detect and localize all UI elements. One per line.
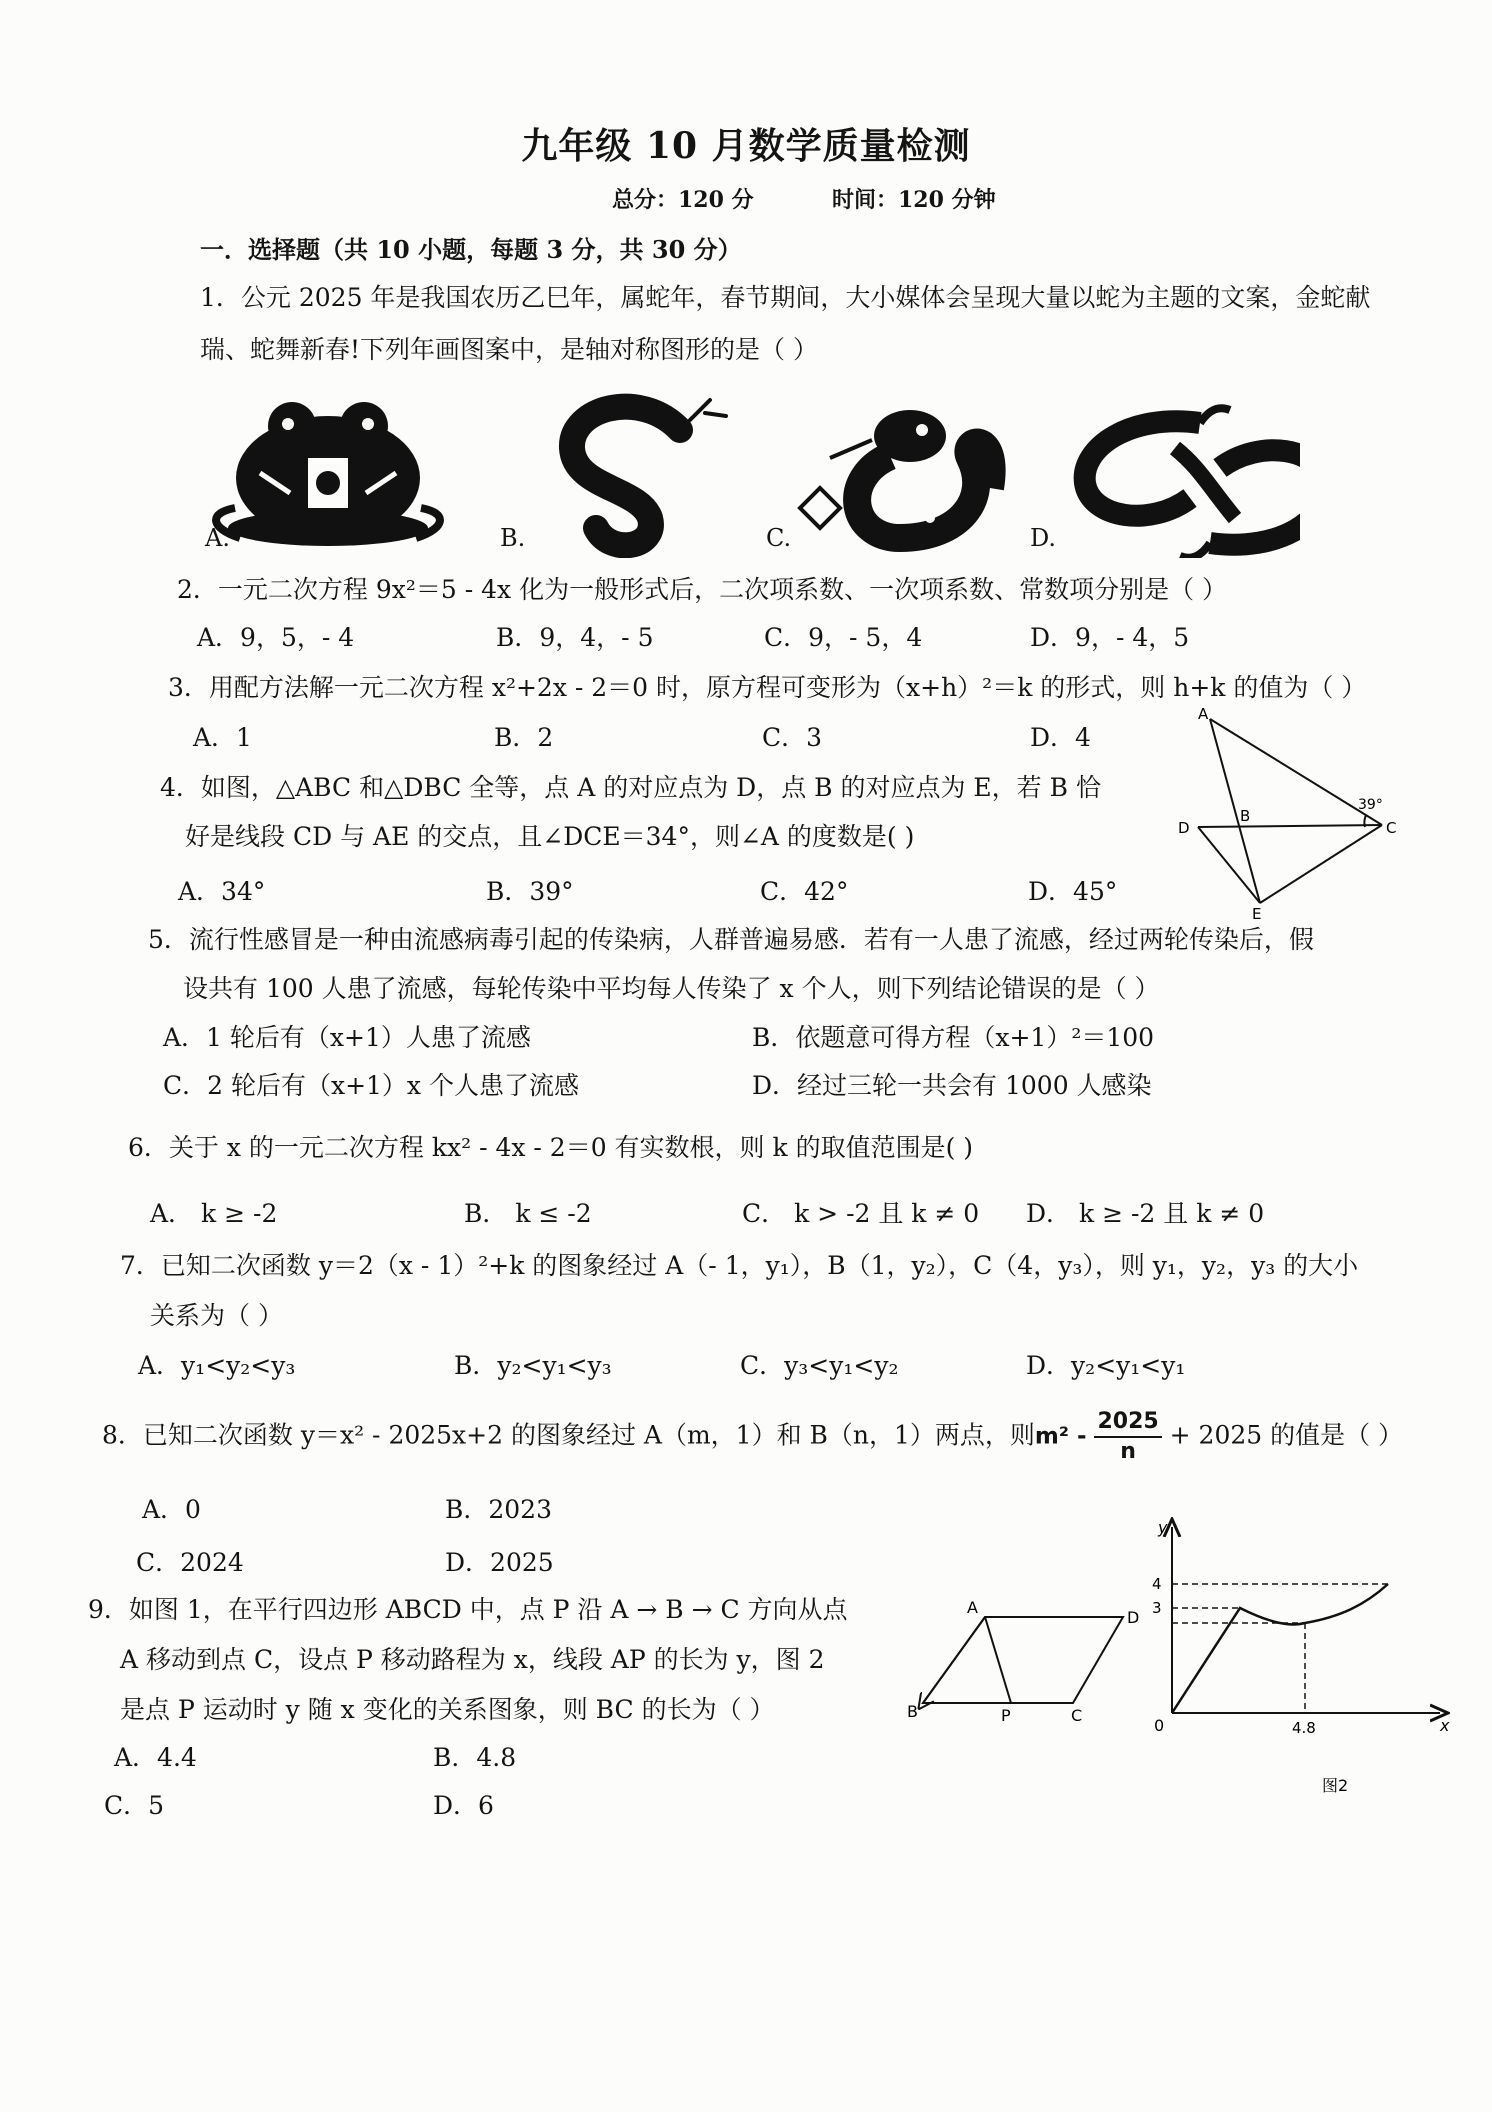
q7-option-c: C．y₃<y₁<y₂ xyxy=(740,1351,899,1380)
fig9-label-a: A xyxy=(967,1598,978,1617)
q3-option-b: B．2 xyxy=(494,723,554,752)
q1-label-d: D. xyxy=(1030,524,1057,552)
q8-option-c: C．2024 xyxy=(136,1548,244,1577)
page-title: 九年级 10 月数学质量检测 xyxy=(521,125,971,167)
q8-m-squared: m² - xyxy=(1034,1423,1087,1450)
q1-line1: 1．公元 2025 年是我国农历乙巳年，属蛇年，春节期间，大小媒体会呈现大量以蛇为主题的文案，金蛇献 xyxy=(200,283,1371,312)
q8-stem-a: 8．已知二次函数 y＝x² - 2025x+2 的图象经过 A（m，1）和 B（n，1）两点，则 xyxy=(102,1420,1035,1450)
q6-option-d: D． k ≥ -2 且 k ≠ 0 xyxy=(1026,1199,1265,1228)
q4-line1: 4．如图，△ABC 和△DBC 全等，点 A 的对应点为 D，点 B 的对应点为 E，若 B 恰 xyxy=(160,773,1101,802)
segment-ap xyxy=(985,1617,1011,1703)
q5-line2: 设共有 100 人患了流感，每轮传染中平均每人传染了 x 个人，则下列结论错误的是（ ） xyxy=(183,974,1160,1003)
q3-option-a: A．1 xyxy=(193,723,252,752)
fig4-label-d: D xyxy=(1178,819,1190,837)
q8-option-b: B．2023 xyxy=(445,1495,552,1524)
fig2-tick-3: 3 xyxy=(1152,1599,1162,1617)
q4-triangle-figure xyxy=(1170,705,1400,920)
q3-option-c: C．3 xyxy=(762,723,823,752)
q2-option-a: A．9，5，- 4 xyxy=(197,623,355,652)
q3-option-d: D．4 xyxy=(1030,723,1091,752)
q6-option-c: C． k > -2 且 k ≠ 0 xyxy=(742,1199,980,1228)
q1-label-b: B. xyxy=(500,524,526,552)
q2-option-c: C．9，- 5，4 xyxy=(764,623,923,652)
graph-curve xyxy=(1172,1584,1388,1713)
q9-option-c: C．5 xyxy=(104,1791,165,1820)
exam-time: 时间：120 分钟 xyxy=(832,187,996,213)
q9-line1: 9．如图 1，在平行四边形 ABCD 中，点 P 沿 A → B → C 方向从点 xyxy=(88,1595,848,1624)
segment-dc xyxy=(1198,825,1382,827)
segment-ae xyxy=(1210,719,1260,903)
q9-parallelogram-figure xyxy=(905,1595,1150,1740)
fig9-label-c: C xyxy=(1071,1706,1083,1725)
snake-d-image xyxy=(1085,408,1300,558)
q5-option-d: D．经过三轮一共会有 1000 人感染 xyxy=(752,1071,1152,1100)
q9-option-d: D．6 xyxy=(433,1791,494,1820)
q6-option-b: B． k ≤ -2 xyxy=(464,1199,592,1228)
q2-option-b: B．9，4，- 5 xyxy=(496,623,654,652)
fig4-angle-label: 39° xyxy=(1358,797,1383,813)
q4-line2: 好是线段 CD 与 AE 的交点，且∠DCE＝34°，则∠A 的度数是( ) xyxy=(185,822,915,851)
q7-option-d: D．y₂<y₁<y₁ xyxy=(1026,1351,1186,1380)
q6-stem: 6．关于 x 的一元二次方程 kx² - 4x - 2＝0 有实数根，则 k 的取值范围是( ) xyxy=(128,1133,974,1162)
q5-line1: 5．流行性感冒是一种由流感病毒引起的传染病，人群普遍易感．若有一人患了流感，经过两轮传染后，假 xyxy=(148,925,1314,954)
fig4-label-c: C xyxy=(1386,819,1397,837)
q7-line1: 7．已知二次函数 y＝2（x - 1）²+k 的图象经过 A（- 1，y₁），B（1，y₂），C（4，y₃），则 y₁，y₂，y₃ 的大小 xyxy=(120,1251,1359,1280)
q1-label-a: A. xyxy=(205,524,230,552)
q9-option-a: A．4.4 xyxy=(114,1743,197,1772)
q8-fraction xyxy=(1094,1408,1161,1466)
q4-option-d: D．45° xyxy=(1028,877,1118,906)
q9-line2: A 移动到点 C，设点 P 移动路程为 x，线段 AP 的长为 y，图 2 xyxy=(120,1645,825,1674)
segment-ac xyxy=(1210,719,1382,825)
fig9-label-p: P xyxy=(1001,1706,1011,1725)
q5-option-c: C．2 轮后有（x+1）x 个人患了流感 xyxy=(163,1071,579,1100)
fig4-label-b: B xyxy=(1240,807,1251,825)
fig2-origin: 0 xyxy=(1154,1716,1165,1735)
fig9-label-d: D xyxy=(1127,1608,1140,1627)
segment-ec xyxy=(1260,825,1382,903)
q7-option-b: B．y₂<y₁<y₃ xyxy=(454,1351,612,1380)
q5-option-b: B．依题意可得方程（x+1）²＝100 xyxy=(752,1023,1155,1052)
q9-line3: 是点 P 运动时 y 随 x 变化的关系图象，则 BC 的长为（ ） xyxy=(120,1695,775,1724)
q6-option-a: A． k ≥ -2 xyxy=(150,1199,278,1228)
q8-stem xyxy=(102,1408,1403,1466)
q8-option-a: A．0 xyxy=(142,1495,201,1524)
q1-snake-images xyxy=(200,378,1300,558)
fig2-x-label: x xyxy=(1440,1716,1450,1735)
section-heading: 一．选择题（共 10 小题，每题 3 分，共 30 分） xyxy=(200,235,742,264)
q5-option-a: A．1 轮后有（x+1）人患了流感 xyxy=(163,1023,531,1052)
q7-line2: 关系为（ ） xyxy=(150,1301,283,1330)
q4-option-c: C．42° xyxy=(760,877,849,906)
q9-option-b: B．4.8 xyxy=(433,1743,517,1772)
q3-stem: 3．用配方法解一元二次方程 x²+2x - 2＝0 时，原方程可变形为（x+h）²＝k 的形式，则 h+k 的值为（ ） xyxy=(168,673,1367,702)
q2-stem: 2．一元二次方程 9x²＝5 - 4x 化为一般形式后，二次项系数、一次项系数、常数项分别是（ ） xyxy=(177,575,1228,604)
q1-label-c: C. xyxy=(766,524,792,552)
snake-a-image xyxy=(216,402,440,546)
total-score: 总分：120 分 xyxy=(612,187,754,213)
fig2-tick-4: 4 xyxy=(1152,1575,1162,1593)
snake-b-image xyxy=(572,400,726,545)
fig9-label-b: B xyxy=(907,1702,918,1721)
q4-option-b: B．39° xyxy=(486,877,574,906)
q8-frac-den: n xyxy=(1120,1439,1136,1464)
q8-option-d: D．2025 xyxy=(445,1548,554,1577)
q8-stem-b: + 2025 的值是（ ） xyxy=(1169,1420,1404,1450)
fig2-y-label: y xyxy=(1158,1518,1168,1537)
fig4-label-e: E xyxy=(1252,905,1262,920)
fig2-caption: 图2 xyxy=(1322,1776,1349,1795)
q8-frac-num: 2025 xyxy=(1094,1408,1161,1438)
q4-option-a: A．34° xyxy=(178,877,266,906)
q9-graph-figure xyxy=(1140,1505,1460,1805)
fig2-tick-48: 4.8 xyxy=(1292,1719,1316,1737)
fig4-label-a: A xyxy=(1198,705,1209,723)
snake-c-image xyxy=(800,410,992,538)
q1-line2: 瑞、蛇舞新春!下列年画图案中，是轴对称图形的是（ ） xyxy=(200,335,818,364)
q7-option-a: A．y₁<y₂<y₃ xyxy=(138,1351,296,1380)
q2-option-d: D．9，- 4，5 xyxy=(1030,623,1190,652)
